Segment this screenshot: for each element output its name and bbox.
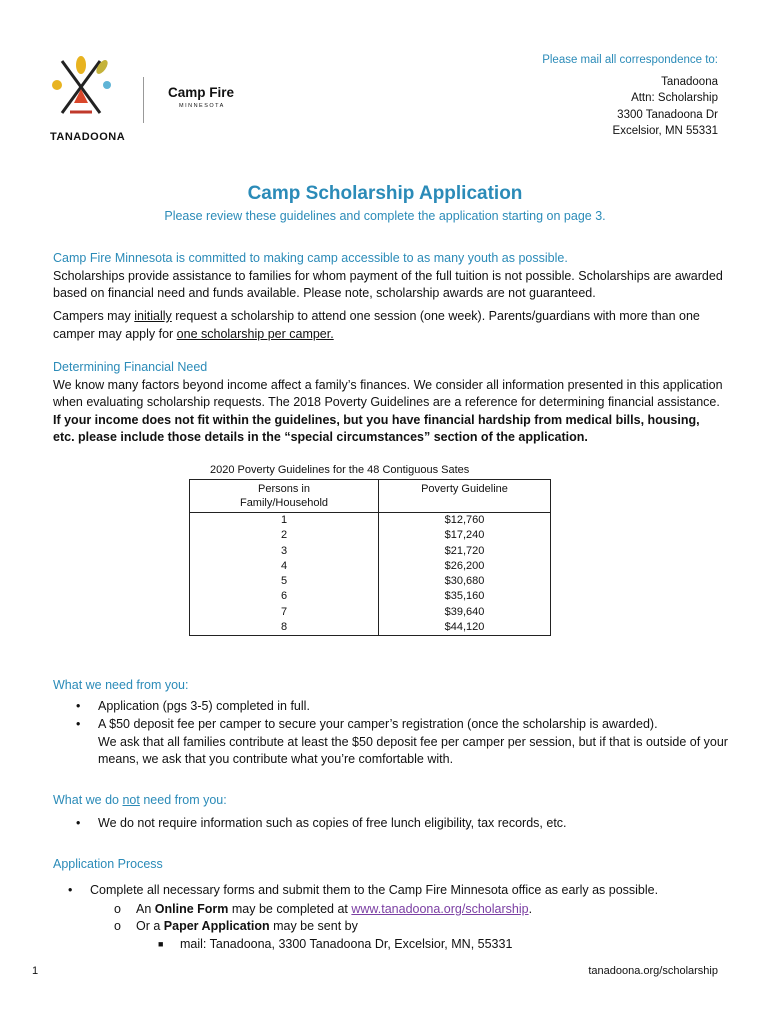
cell: $30,680 <box>379 574 551 589</box>
cell: $26,200 <box>379 559 551 574</box>
logo-sub: MINNESOTA <box>179 103 225 109</box>
text-bold: Online Form <box>154 902 229 916</box>
square-bullet-icon: ■ <box>158 939 164 949</box>
logo-divider <box>143 77 144 123</box>
table-header-row <box>190 480 551 513</box>
table-row <box>190 544 551 559</box>
address-line: 3300 Tanadoona Dr <box>617 108 718 121</box>
text: . <box>528 902 533 916</box>
col-header-persons <box>190 480 379 513</box>
not-need-item: We do not require information such as copies of free lunch eligibility, tax records, etc. <box>98 816 567 830</box>
text: need from you: <box>139 793 227 807</box>
intro-paragraph-2 <box>53 308 723 343</box>
need-item <box>98 716 728 769</box>
intro-section <box>53 250 723 303</box>
bullet-icon: • <box>76 699 81 713</box>
mailing-address <box>542 52 718 140</box>
cell: $12,760 <box>379 513 551 529</box>
text-underlined: initially <box>134 309 172 323</box>
scholarship-link[interactable]: www.tanadoona.org/scholarship <box>351 902 529 916</box>
text: may be sent by <box>269 919 358 933</box>
table-row <box>190 589 551 604</box>
financial-heading: Determining Financial Need <box>53 360 208 374</box>
text: We know many factors beyond income affect a family’s finances. We consider all information presented in this application when evaluating scholarship requests. The 2018 Poverty Guidelines are a reference for determining financial assistance. <box>53 377 723 409</box>
tanadoona-logo <box>44 55 254 145</box>
text-bold: If your income does not fit within the guidelines, but you have financial hardship from medical bills, housing, etc. please include those details in the “special circumstances” section of the application. <box>53 412 700 444</box>
cell: 5 <box>190 574 379 589</box>
text: An <box>136 902 155 916</box>
text-underlined: not <box>122 793 140 807</box>
poverty-table <box>189 479 551 636</box>
process-mail-item: mail: Tanadoona, 3300 Tanadoona Dr, Excelsior, MN, 55331 <box>180 937 513 951</box>
circle-bullet-icon: o <box>114 902 121 916</box>
col-header-text: Persons in Family/Household <box>239 483 329 509</box>
text: request a scholarship to attend one session (one week). Parents/guardians with more than one camper may apply for <box>53 309 700 341</box>
process-subitem-online <box>136 901 532 919</box>
text-bold: Paper Application <box>163 919 270 933</box>
need-item-continued: We ask that all families contribute at least the $50 deposit fee per camper per session, but if that is outside of your means, we ask that you contribute what you’re comfortable with. <box>98 734 728 766</box>
table-caption: 2020 Poverty Guidelines for the 48 Contiguous Sates <box>210 464 470 476</box>
intro-paragraph: Scholarships provide assistance to families for whom payment of the full tuition is not possible. Scholarships are awarded based on financial need and funds available. Please note, scholarship awards are not guaranteed. <box>53 268 723 300</box>
cell: $44,120 <box>379 620 551 636</box>
text: Or a <box>136 919 164 933</box>
cell: $35,160 <box>379 589 551 604</box>
cell: 4 <box>190 559 379 574</box>
circle-bullet-icon: o <box>114 919 121 933</box>
table-row <box>190 559 551 574</box>
bullet-icon: • <box>76 717 81 731</box>
address-line: Excelsior, MN 55331 <box>612 125 718 137</box>
page-subtitle: Please review these guidelines and complete the application starting on page 3. <box>164 209 606 223</box>
page-number: 1 <box>32 965 39 977</box>
bullet-icon: • <box>76 816 81 830</box>
cell: $39,640 <box>379 605 551 620</box>
text-underlined: one scholarship per camper. <box>176 326 334 341</box>
financial-paragraph <box>53 377 723 447</box>
address-line: Tanadoona <box>661 75 718 88</box>
table-row <box>190 528 551 543</box>
cell: $17,240 <box>379 528 551 543</box>
process-heading: Application Process <box>53 857 163 871</box>
cell: 1 <box>190 513 379 529</box>
need-item: Application (pgs 3-5) completed in full. <box>98 699 310 713</box>
bullet-icon: • <box>68 883 73 897</box>
col-header-guideline: Poverty Guideline <box>379 480 551 513</box>
logo-left-text: TANADOONA <box>50 131 126 143</box>
logo-brand: Camp Fire <box>168 85 235 100</box>
table-row <box>190 513 551 529</box>
cell: $21,720 <box>379 544 551 559</box>
text: What we do <box>53 793 123 807</box>
cell: 7 <box>190 605 379 620</box>
cell: 2 <box>190 528 379 543</box>
table-row <box>190 620 551 636</box>
financial-section <box>53 359 723 447</box>
need-heading: What we need from you: <box>53 678 189 692</box>
footer-site: tanadoona.org/scholarship <box>588 965 718 977</box>
table-row <box>190 605 551 620</box>
address-line: Attn: Scholarship <box>631 92 718 104</box>
text: may be completed at <box>228 902 352 916</box>
process-item: Complete all necessary forms and submit them to the Camp Fire Minnesota office as early as possible. <box>90 883 659 897</box>
not-need-heading <box>53 793 227 807</box>
cell: 6 <box>190 589 379 604</box>
intro-lead: Camp Fire Minnesota is committed to making camp accessible to as many youth as possible. <box>53 251 568 265</box>
cell: 3 <box>190 544 379 559</box>
cell: 8 <box>190 620 379 636</box>
mail-label: Please mail all correspondence to: <box>542 54 718 66</box>
table-row <box>190 574 551 589</box>
text: Campers may <box>53 309 135 323</box>
process-subitem-paper <box>136 918 358 936</box>
need-item-text: A $50 deposit fee per camper to secure your camper’s registration (once the scholarship is awarded). <box>98 717 658 731</box>
page-title: Camp Scholarship Application <box>247 183 523 204</box>
